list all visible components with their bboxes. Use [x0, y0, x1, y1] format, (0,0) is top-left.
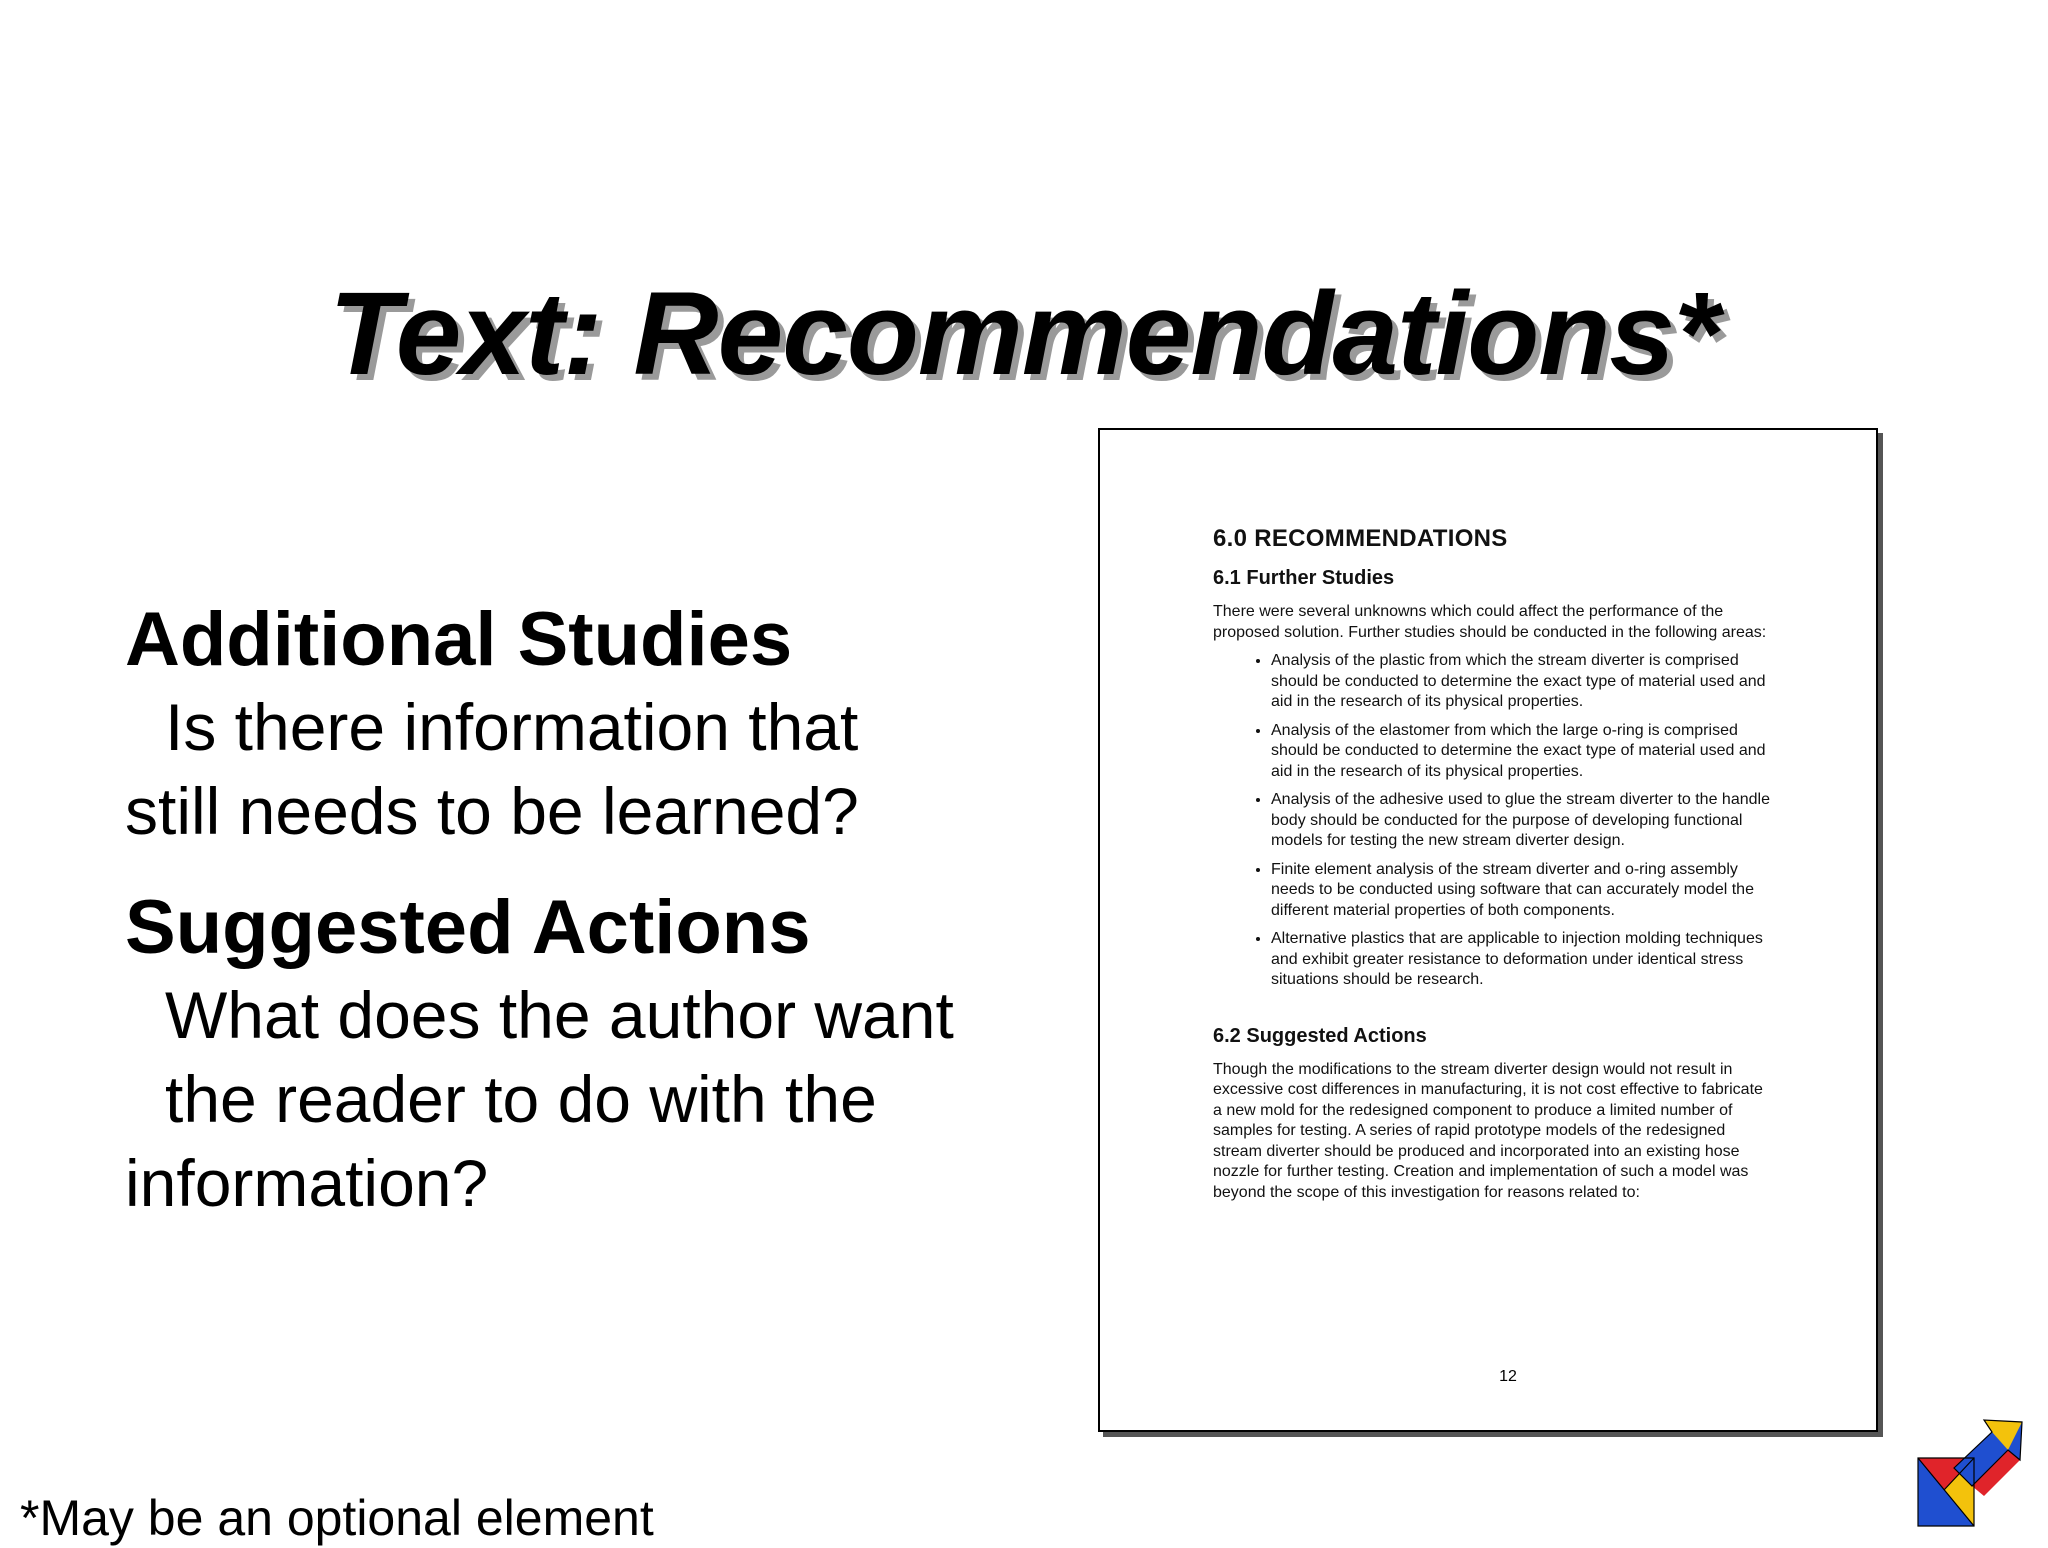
- additional-studies-heading: Additional Studies: [125, 597, 793, 682]
- additional-studies-line-2: still needs to be learned?: [125, 774, 859, 848]
- document-page-image: [1098, 428, 1878, 1432]
- additional-studies-line-1: Is there information that: [165, 690, 859, 764]
- document-heading: 6.0 RECOMMENDATIONS: [1213, 525, 1508, 552]
- slide-content: [125, 595, 1025, 1225]
- list-item: • Finite element analysis of the stream diverter and o-ring assembly needs to be conducted using software that can accurately model the different material properties of both components.: [1271, 860, 1773, 922]
- page-number: 12: [1499, 1368, 1517, 1385]
- suggested-actions-line-1: What does the author want: [165, 978, 954, 1052]
- list-item: • Analysis of the elastomer from which the large o-ring is comprised should be conducted to determine the exact type of material used and aid in the research of its physical properties.: [1271, 721, 1773, 783]
- footnote: *May be an optional element: [20, 1490, 654, 1546]
- arrow-logo-icon: [1914, 1418, 2024, 1528]
- suggested-actions-text: Though the modifications to the stream diverter design would not result in excessive cost differences in manufacturing, it is not cost effective to fabricate a new mold for the redesigned component to produce a limited number of samples for testing. A series of rapid prototype models of the redesigned stream diverter should be produced and incorporated into an existing hose nozzle for further testing. Creation and implementation of such a model was beyond the scope of this investigation for reasons related to:: [1213, 1060, 1763, 1201]
- list-item: • Alternative plastics that are applicable to injection molding techniques and exhibit greater resistance to deformation under identical stress situations should be research.: [1271, 929, 1773, 991]
- suggested-actions-line-2: the reader to do with the: [165, 1062, 877, 1136]
- suggested-actions-line-3: information?: [125, 1146, 489, 1220]
- suggested-actions-title: 6.2 Suggested Actions: [1213, 1024, 1427, 1047]
- list-item: • Analysis of the adhesive used to glue the stream diverter to the handle body should be conducted for the purpose of developing functional models for testing the new stream diverter design.: [1271, 790, 1773, 852]
- list-item: • Analysis of the plastic from which the stream diverter is comprised should be conducted to determine the exact type of material used and aid in the research of its physical properties.: [1271, 651, 1773, 713]
- suggested-actions-heading: Suggested Actions: [125, 885, 811, 970]
- slide-title: Text: Recommendations*: [329, 268, 1719, 400]
- further-studies-intro: There were several unknowns which could affect the performance of the proposed solution. Further studies should be conducted in the following areas:: [1213, 603, 1767, 641]
- further-studies-title: 6.1 Further Studies: [1213, 567, 1395, 589]
- further-studies-list: [1213, 651, 1773, 991]
- document-body: [1213, 525, 1773, 1211]
